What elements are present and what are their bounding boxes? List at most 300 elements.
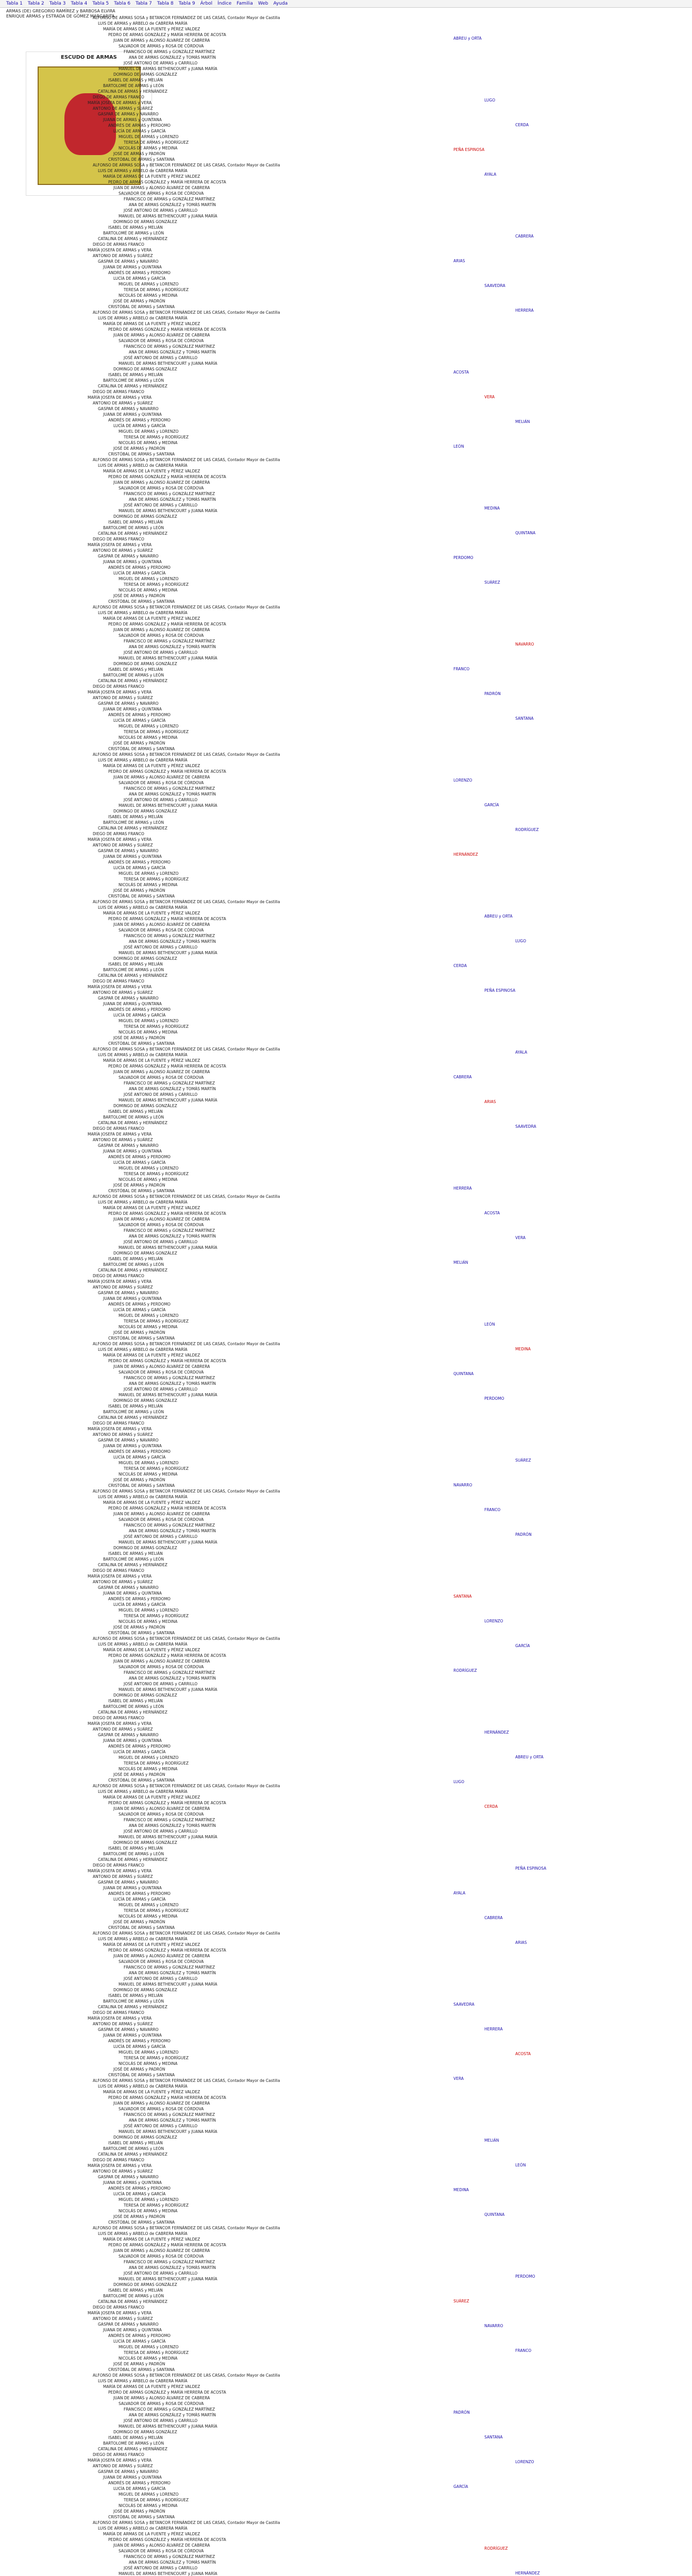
tree-row[interactable]: ISABEL DE ARMAS y MELIÁN bbox=[108, 2141, 163, 2145]
tree-row[interactable]: JOSÉ ANTONIO DE ARMAS y CARRILLO bbox=[124, 2418, 198, 2423]
tree-row[interactable]: NICOLÁS DE ARMAS y MEDINA bbox=[119, 2356, 178, 2361]
side-link[interactable]: NAVARRO bbox=[453, 1483, 472, 1487]
tree-row[interactable]: MARÍA JOSEFA DE ARMAS y VERA bbox=[88, 837, 152, 842]
tree-row[interactable]: ANDRÉS DE ARMAS y PERDOMO bbox=[108, 123, 171, 128]
tree-row[interactable]: MIGUEL DE ARMAS y LORENZO bbox=[119, 1903, 179, 1907]
tree-row[interactable]: JOSÉ ANTONIO DE ARMAS y CARRILLO bbox=[124, 2566, 198, 2570]
tree-row[interactable]: DIEGO DE ARMAS FRANCO bbox=[93, 1274, 144, 1278]
tree-row[interactable]: LUIS DE ARMAS y ARBELO de CABRERA MARÍA bbox=[98, 1937, 188, 1941]
tree-row[interactable]: DIEGO DE ARMAS FRANCO bbox=[93, 537, 144, 541]
side-link[interactable]: QUINTANA bbox=[484, 2212, 505, 2217]
tree-row[interactable]: GASPAR DE ARMAS y NAVARRO bbox=[98, 1143, 159, 1148]
nav-link-4[interactable]: Tabla 5 bbox=[92, 1, 109, 6]
tree-row[interactable]: ALFONSO DE ARMAS SOSA y BETANCOR FERNÁNDEZ DE LAS CASAS, Contador Mayor de Castilla bbox=[93, 310, 280, 315]
tree-row[interactable]: JOSÉ DE ARMAS y PADRÓN bbox=[113, 299, 165, 303]
tree-row[interactable]: BARTOLOMÉ DE ARMAS y LEÓN bbox=[103, 231, 164, 235]
tree-row[interactable]: MARÍA JOSEFA DE ARMAS y VERA bbox=[88, 1721, 152, 1726]
side-link[interactable]: LUGO bbox=[484, 98, 496, 103]
tree-row[interactable]: ISABEL DE ARMAS y MELIÁN bbox=[108, 1551, 163, 1556]
tree-row[interactable]: JOSÉ ANTONIO DE ARMAS y CARRILLO bbox=[124, 1092, 198, 1097]
nav-link-10[interactable]: Índice bbox=[217, 1, 232, 6]
tree-row[interactable]: FRANCISCO DE ARMAS y GONZÁLEZ MARTÍNEZ bbox=[124, 639, 215, 643]
tree-row[interactable]: JOSÉ DE ARMAS y PADRÓN bbox=[113, 1625, 165, 1630]
tree-row[interactable]: DIEGO DE ARMAS FRANCO bbox=[93, 95, 144, 99]
tree-row[interactable]: JUANA DE ARMAS y QUINTANA bbox=[103, 2328, 162, 2332]
tree-row[interactable]: DOMINGO DE ARMAS GONZÁLEZ bbox=[113, 1104, 177, 1108]
tree-row[interactable]: MARÍA DE ARMAS DE LA FUENTE y PÉREZ VALDEZ bbox=[103, 1942, 200, 1947]
tree-row[interactable]: SALVADOR DE ARMAS y ROSA DE CÓRDOVA bbox=[119, 2549, 204, 2553]
tree-row[interactable]: ANTONIO DE ARMAS y SUÁREZ bbox=[93, 990, 153, 995]
tree-row[interactable]: GASPAR DE ARMAS y NAVARRO bbox=[98, 1880, 159, 1885]
tree-row[interactable]: TERESA DE ARMAS y RODRÍGUEZ bbox=[124, 1319, 189, 1324]
nav-link-5[interactable]: Tabla 6 bbox=[114, 1, 131, 6]
tree-row[interactable]: MANUEL DE ARMAS BETHENCOURT y JUANA MARÍA bbox=[119, 2277, 217, 2281]
tree-row[interactable]: TERESA DE ARMAS y RODRÍGUEZ bbox=[124, 1172, 189, 1176]
tree-row[interactable]: ISABEL DE ARMAS y MELIÁN bbox=[108, 2435, 163, 2440]
tree-row[interactable]: MIGUEL DE ARMAS y LORENZO bbox=[119, 871, 179, 876]
tree-row[interactable]: GASPAR DE ARMAS y NAVARRO bbox=[98, 2322, 159, 2327]
tree-row[interactable]: SALVADOR DE ARMAS y ROSA DE CÓRDOVA bbox=[119, 928, 204, 933]
side-link[interactable]: PADRÓN bbox=[484, 691, 501, 696]
tree-row[interactable]: GASPAR DE ARMAS y NAVARRO bbox=[98, 1585, 159, 1590]
side-link[interactable]: CERDA bbox=[453, 963, 467, 968]
side-link[interactable]: GARCÍA bbox=[484, 803, 499, 807]
tree-row[interactable]: LUIS DE ARMAS y ARBELO de CABRERA MARÍA bbox=[98, 758, 188, 762]
tree-row[interactable]: LUCÍA DE ARMAS y GARCÍA bbox=[113, 1160, 166, 1165]
tree-row[interactable]: ISABEL DE ARMAS y MELIÁN bbox=[108, 1699, 163, 1703]
tree-row[interactable]: PEDRO DE ARMAS GONZÁLEZ y MARÍA HERRERA DE ACOSTA bbox=[108, 622, 226, 626]
tree-row[interactable]: ANDRÉS DE ARMAS y PERDOMO bbox=[108, 1007, 171, 1012]
tree-row[interactable]: ANDRÉS DE ARMAS y PERDOMO bbox=[108, 1597, 171, 1601]
tree-row[interactable]: MANUEL DE ARMAS BETHENCOURT y JUANA MARÍA bbox=[119, 214, 217, 218]
tree-row[interactable]: ANTONIO DE ARMAS y SUÁREZ bbox=[93, 843, 153, 848]
side-link[interactable]: ACOSTA bbox=[453, 370, 469, 375]
tree-row[interactable]: TERESA DE ARMAS y RODRÍGUEZ bbox=[124, 730, 189, 734]
tree-row[interactable]: JOSÉ DE ARMAS y PADRÓN bbox=[113, 1772, 165, 1777]
tree-row[interactable]: JUAN DE ARMAS y ALONSO ÁLVAREZ DE CABRERA bbox=[113, 628, 210, 632]
tree-row[interactable]: LUCÍA DE ARMAS y GARCÍA bbox=[113, 718, 166, 723]
tree-row[interactable]: ANA DE ARMAS GONZÁLEZ y TOMÁS MARTÍN bbox=[129, 1823, 216, 1828]
tree-row[interactable]: JOSÉ ANTONIO DE ARMAS y CARRILLO bbox=[124, 945, 198, 950]
tree-row[interactable]: MANUEL DE ARMAS BETHENCOURT y JUANA MARÍA bbox=[119, 656, 217, 660]
tree-row[interactable]: GASPAR DE ARMAS y NAVARRO bbox=[98, 2175, 159, 2179]
tree-row[interactable]: LUCÍA DE ARMAS y GARCÍA bbox=[113, 866, 166, 870]
tree-row[interactable]: DOMINGO DE ARMAS GONZÁLEZ bbox=[113, 956, 177, 961]
tree-row[interactable]: ALFONSO DE ARMAS SOSA y BETANCOR FERNÁNDEZ DE LAS CASAS, Contador Mayor de Castilla bbox=[93, 1342, 280, 1346]
tree-row[interactable]: DOMINGO DE ARMAS GONZÁLEZ bbox=[113, 1546, 177, 1550]
tree-row[interactable]: JUAN DE ARMAS y ALONSO ÁLVAREZ DE CABRERA bbox=[113, 38, 210, 43]
tree-row[interactable]: JOSÉ DE ARMAS y PADRÓN bbox=[113, 1183, 165, 1188]
tree-row[interactable]: FRANCISCO DE ARMAS y GONZÁLEZ MARTÍNEZ bbox=[124, 1818, 215, 1822]
side-link[interactable]: SAAVEDRA bbox=[484, 283, 505, 288]
tree-row[interactable]: NICOLÁS DE ARMAS y MEDINA bbox=[119, 1325, 178, 1329]
tree-row[interactable]: ISABEL DE ARMAS y MELIÁN bbox=[108, 1109, 163, 1114]
tree-row[interactable]: ALFONSO DE ARMAS SOSA y BETANCOR FERNÁNDEZ DE LAS CASAS, Contador Mayor de Castilla bbox=[93, 2373, 280, 2378]
tree-row[interactable]: LUCÍA DE ARMAS y GARCÍA bbox=[113, 1013, 166, 1018]
tree-row[interactable]: MIGUEL DE ARMAS y LORENZO bbox=[119, 1608, 179, 1613]
tree-row[interactable]: JUANA DE ARMAS y QUINTANA bbox=[103, 2475, 162, 2480]
side-link[interactable]: MELIÁN bbox=[453, 1260, 468, 1265]
tree-row[interactable]: MANUEL DE ARMAS BETHENCOURT y JUANA MARÍA bbox=[119, 1098, 217, 1103]
tree-row[interactable]: MIGUEL DE ARMAS y LORENZO bbox=[119, 2492, 179, 2497]
tree-row[interactable]: MARÍA DE ARMAS DE LA FUENTE y PÉREZ VALDEZ bbox=[103, 1353, 200, 1358]
side-link[interactable]: AYALA bbox=[515, 1050, 528, 1055]
tree-row[interactable]: GASPAR DE ARMAS y NAVARRO bbox=[98, 112, 159, 116]
side-link[interactable]: RODRÍGUEZ bbox=[453, 1668, 477, 1673]
tree-row[interactable]: JOSÉ DE ARMAS y PADRÓN bbox=[113, 2362, 165, 2366]
tree-row[interactable]: SALVADOR DE ARMAS y ROSA DE CÓRDOVA bbox=[119, 338, 204, 343]
side-link[interactable]: CABRERA bbox=[515, 234, 534, 239]
tree-row[interactable]: FRANCISCO DE ARMAS y GONZÁLEZ MARTÍNEZ bbox=[124, 49, 215, 54]
tree-row[interactable]: DIEGO DE ARMAS FRANCO bbox=[93, 242, 144, 247]
tree-row[interactable]: MIGUEL DE ARMAS y LORENZO bbox=[119, 134, 179, 139]
tree-row[interactable]: ANDRÉS DE ARMAS y PERDOMO bbox=[108, 270, 171, 275]
tree-row[interactable]: SALVADOR DE ARMAS y ROSA DE CÓRDOVA bbox=[119, 486, 204, 490]
tree-row[interactable]: NICOLÁS DE ARMAS y MEDINA bbox=[119, 293, 178, 298]
side-link[interactable]: LORENZO bbox=[484, 1619, 503, 1623]
tree-row[interactable]: FRANCISCO DE ARMAS y GONZÁLEZ MARTÍNEZ bbox=[124, 2407, 215, 2412]
side-link[interactable]: HERRERA bbox=[453, 1186, 472, 1191]
nav-link-1[interactable]: Tabla 2 bbox=[27, 1, 44, 6]
tree-row[interactable]: FRANCISCO DE ARMAS y GONZÁLEZ MARTÍNEZ bbox=[124, 1523, 215, 1528]
tree-row[interactable]: SALVADOR DE ARMAS y ROSA DE CÓRDOVA bbox=[119, 1812, 204, 1817]
tree-row[interactable]: SALVADOR DE ARMAS y ROSA DE CÓRDOVA bbox=[119, 2401, 204, 2406]
tree-row[interactable]: ANDRÉS DE ARMAS y PERDOMO bbox=[108, 1891, 171, 1896]
tree-row[interactable]: DOMINGO DE ARMAS GONZÁLEZ bbox=[113, 219, 177, 224]
side-link[interactable]: QUINTANA bbox=[515, 531, 536, 535]
tree-row[interactable]: MARÍA DE ARMAS DE LA FUENTE y PÉREZ VALDEZ bbox=[103, 174, 200, 179]
side-link[interactable]: ACOSTA bbox=[515, 2052, 531, 2056]
tree-row[interactable]: CRISTÓBAL DE ARMAS y SANTANA bbox=[108, 1336, 175, 1341]
tree-row[interactable]: MANUEL DE ARMAS BETHENCOURT y JUANA MARÍA bbox=[119, 66, 217, 71]
side-link[interactable]: GARCÍA bbox=[515, 1643, 530, 1648]
nav-link-9[interactable]: Árbol bbox=[200, 1, 213, 6]
side-link[interactable]: SAAVEDRA bbox=[453, 2002, 475, 2007]
tree-row[interactable]: BARTOLOMÉ DE ARMAS y LEÓN bbox=[103, 1557, 164, 1562]
tree-row[interactable]: SALVADOR DE ARMAS y ROSA DE CÓRDOVA bbox=[119, 781, 204, 785]
tree-row[interactable]: CRISTÓBAL DE ARMAS y SANTANA bbox=[108, 2515, 175, 2519]
side-link[interactable]: MELIÁN bbox=[515, 419, 530, 424]
tree-row[interactable]: GASPAR DE ARMAS y NAVARRO bbox=[98, 406, 159, 411]
tree-row[interactable]: DIEGO DE ARMAS FRANCO bbox=[93, 1716, 144, 1720]
tree-row[interactable]: PEDRO DE ARMAS GONZÁLEZ y MARÍA HERRERA DE ACOSTA bbox=[108, 1948, 226, 1953]
tree-row[interactable]: JUAN DE ARMAS y ALONSO ÁLVAREZ DE CABRERA bbox=[113, 775, 210, 779]
tree-row[interactable]: GASPAR DE ARMAS y NAVARRO bbox=[98, 1438, 159, 1443]
tree-row[interactable]: JOSÉ DE ARMAS y PADRÓN bbox=[113, 594, 165, 598]
tree-row[interactable]: FRANCISCO DE ARMAS y GONZÁLEZ MARTÍNEZ bbox=[124, 2554, 215, 2559]
tree-row[interactable]: ANTONIO DE ARMAS y SUÁREZ bbox=[93, 2464, 153, 2468]
side-link[interactable]: LEÓN bbox=[515, 2163, 526, 2167]
tree-row[interactable]: JOSÉ ANTONIO DE ARMAS y CARRILLO bbox=[124, 650, 198, 655]
tree-row[interactable]: CATALINA DE ARMAS y HERNÁNDEZ bbox=[98, 2152, 167, 2157]
side-link[interactable]: CABRERA bbox=[453, 1075, 472, 1079]
tree-row[interactable]: CATALINA DE ARMAS y HERNÁNDEZ bbox=[98, 531, 167, 536]
tree-row[interactable]: JUAN DE ARMAS y ALONSO ÁLVAREZ DE CABRERA bbox=[113, 2543, 210, 2548]
tree-row[interactable]: FRANCISCO DE ARMAS y GONZÁLEZ MARTÍNEZ bbox=[124, 197, 215, 201]
tree-row[interactable]: PEDRO DE ARMAS GONZÁLEZ y MARÍA HERRERA DE ACOSTA bbox=[108, 2537, 226, 2542]
tree-row[interactable]: TERESA DE ARMAS y RODRÍGUEZ bbox=[124, 1908, 189, 1913]
tree-row[interactable]: TERESA DE ARMAS y RODRÍGUEZ bbox=[124, 2056, 189, 2060]
tree-row[interactable]: ALFONSO DE ARMAS SOSA y BETANCOR FERNÁNDEZ DE LAS CASAS, Contador Mayor de Castilla bbox=[93, 163, 280, 167]
tree-row[interactable]: SALVADOR DE ARMAS y ROSA DE CÓRDOVA bbox=[119, 1665, 204, 1669]
tree-row[interactable]: LUIS DE ARMAS y ARBELO de CABRERA MARÍA bbox=[98, 2526, 188, 2531]
tree-row[interactable]: BARTOLOMÉ DE ARMAS y LEÓN bbox=[103, 526, 164, 530]
tree-row[interactable]: CATALINA DE ARMAS y HERNÁNDEZ bbox=[98, 89, 167, 94]
nav-link-2[interactable]: Tabla 3 bbox=[49, 1, 66, 6]
tree-row[interactable]: ANTONIO DE ARMAS y SUÁREZ bbox=[93, 1727, 153, 1732]
tree-row[interactable]: LUIS DE ARMAS y ARBELO de CABRERA MARÍA bbox=[98, 316, 188, 320]
side-link[interactable]: PEÑA ESPINOSA bbox=[453, 147, 485, 152]
tree-row[interactable]: DOMINGO DE ARMAS GONZÁLEZ bbox=[113, 662, 177, 666]
tree-row[interactable]: JOSÉ DE ARMAS y PADRÓN bbox=[113, 1036, 165, 1040]
tree-row[interactable]: MARÍA DE ARMAS DE LA FUENTE y PÉREZ VALDEZ bbox=[103, 1500, 200, 1505]
tree-row[interactable]: MARÍA DE ARMAS DE LA FUENTE y PÉREZ VALDEZ bbox=[103, 469, 200, 473]
tree-row[interactable]: JOSÉ ANTONIO DE ARMAS y CARRILLO bbox=[124, 355, 198, 360]
side-link[interactable]: ARIAS bbox=[453, 259, 465, 263]
tree-row[interactable]: ALFONSO DE ARMAS SOSA y BETANCOR FERNÁNDEZ DE LAS CASAS, Contador Mayor de Castilla bbox=[93, 1784, 280, 1788]
tree-row[interactable]: LUIS DE ARMAS y ARBELO de CABRERA MARÍA bbox=[98, 905, 188, 910]
tree-row[interactable]: MANUEL DE ARMAS BETHENCOURT y JUANA MARÍA bbox=[119, 2571, 217, 2576]
side-link[interactable]: MEDINA bbox=[484, 506, 500, 511]
tree-row[interactable]: JOSÉ ANTONIO DE ARMAS y CARRILLO bbox=[124, 2124, 198, 2128]
tree-row[interactable]: BARTOLOMÉ DE ARMAS y LEÓN bbox=[103, 1704, 164, 1709]
tree-row[interactable]: JUANA DE ARMAS y QUINTANA bbox=[103, 1886, 162, 1890]
tree-row[interactable]: ANA DE ARMAS GONZÁLEZ y TOMÁS MARTÍN bbox=[129, 202, 216, 207]
tree-row[interactable]: MARÍA JOSEFA DE ARMAS y VERA bbox=[88, 543, 152, 547]
tree-row[interactable]: MARÍA DE ARMAS DE LA FUENTE y PÉREZ VALDEZ bbox=[103, 616, 200, 621]
tree-row[interactable]: FRANCISCO DE ARMAS y GONZÁLEZ MARTÍNEZ bbox=[124, 934, 215, 938]
tree-row[interactable]: ANA DE ARMAS GONZÁLEZ y TOMÁS MARTÍN bbox=[129, 2413, 216, 2417]
tree-row[interactable]: LUCÍA DE ARMAS y GARCÍA bbox=[113, 1750, 166, 1754]
tree-row[interactable]: JUANA DE ARMAS y QUINTANA bbox=[103, 412, 162, 417]
side-link[interactable]: LEÓN bbox=[484, 1322, 495, 1327]
tree-row[interactable]: LUIS DE ARMAS y ARBELO de CABRERA MARÍA bbox=[98, 1495, 188, 1499]
tree-row[interactable]: MIGUEL DE ARMAS y LORENZO bbox=[119, 1461, 179, 1465]
tree-row[interactable]: JUAN DE ARMAS y ALONSO ÁLVAREZ DE CABRERA bbox=[113, 185, 210, 190]
tree-row[interactable]: ISABEL DE ARMAS y MELIÁN bbox=[108, 1846, 163, 1851]
tree-row[interactable]: NICOLÁS DE ARMAS y MEDINA bbox=[119, 588, 178, 592]
side-link[interactable]: ABREU y ORTA bbox=[515, 1755, 544, 1759]
tree-row[interactable]: JOSÉ ANTONIO DE ARMAS y CARRILLO bbox=[124, 2271, 198, 2276]
tree-row[interactable]: TERESA DE ARMAS y RODRÍGUEZ bbox=[124, 1466, 189, 1471]
side-link[interactable]: QUINTANA bbox=[453, 1371, 474, 1376]
tree-row[interactable]: FRANCISCO DE ARMAS y GONZÁLEZ MARTÍNEZ bbox=[124, 786, 215, 791]
tree-row[interactable]: JOSÉ DE ARMAS y PADRÓN bbox=[113, 2509, 165, 2514]
tree-row[interactable]: CRISTÓBAL DE ARMAS y SANTANA bbox=[108, 894, 175, 899]
tree-row[interactable]: CRISTÓBAL DE ARMAS y SANTANA bbox=[108, 1041, 175, 1046]
tree-row[interactable]: BARTOLOMÉ DE ARMAS y LEÓN bbox=[103, 378, 164, 383]
tree-row[interactable]: CRISTÓBAL DE ARMAS y SANTANA bbox=[108, 1189, 175, 1193]
tree-row[interactable]: JOSÉ ANTONIO DE ARMAS y CARRILLO bbox=[124, 61, 198, 65]
tree-row[interactable]: NICOLÁS DE ARMAS y MEDINA bbox=[119, 2209, 178, 2213]
tree-row[interactable]: ISABEL DE ARMAS y MELIÁN bbox=[108, 1993, 163, 1998]
tree-row[interactable]: DOMINGO DE ARMAS GONZÁLEZ bbox=[113, 2135, 177, 2140]
tree-row[interactable]: MANUEL DE ARMAS BETHENCOURT y JUANA MARÍA bbox=[119, 361, 217, 366]
tree-row[interactable]: LUCÍA DE ARMAS y GARCÍA bbox=[113, 1602, 166, 1607]
side-link[interactable]: LORENZO bbox=[453, 778, 472, 783]
side-link[interactable]: AYALA bbox=[484, 172, 497, 177]
tree-row[interactable]: CRISTÓBAL DE ARMAS y SANTANA bbox=[108, 2367, 175, 2372]
tree-row[interactable]: TERESA DE ARMAS y RODRÍGUEZ bbox=[124, 2498, 189, 2502]
tree-row[interactable]: ANA DE ARMAS GONZÁLEZ y TOMÁS MARTÍN bbox=[129, 1381, 216, 1386]
tree-row[interactable]: GASPAR DE ARMAS y NAVARRO bbox=[98, 1733, 159, 1737]
tree-row[interactable]: CRISTÓBAL DE ARMAS y SANTANA bbox=[108, 1778, 175, 1783]
tree-row[interactable]: CATALINA DE ARMAS y HERNÁNDEZ bbox=[98, 679, 167, 683]
tree-row[interactable]: ANTONIO DE ARMAS y SUÁREZ bbox=[93, 106, 153, 111]
tree-row[interactable]: FRANCISCO DE ARMAS y GONZÁLEZ MARTÍNEZ bbox=[124, 1670, 215, 1675]
tree-row[interactable]: LUIS DE ARMAS y ARBELO de CABRERA MARÍA bbox=[98, 168, 188, 173]
tree-row[interactable]: LUCÍA DE ARMAS y GARCÍA bbox=[113, 2044, 166, 2049]
tree-row[interactable]: ANDRÉS DE ARMAS y PERDOMO bbox=[108, 1449, 171, 1454]
side-link[interactable]: HERNÁNDEZ bbox=[453, 852, 478, 857]
tree-row[interactable]: CATALINA DE ARMAS y HERNÁNDEZ bbox=[98, 826, 167, 831]
tree-row[interactable]: JOSÉ DE ARMAS y PADRÓN bbox=[113, 151, 165, 156]
tree-row[interactable]: LUIS DE ARMAS y ARBELO de CABRERA MARÍA bbox=[98, 1642, 188, 1647]
tree-row[interactable]: LUIS DE ARMAS y ARBELO de CABRERA MARÍA bbox=[98, 2379, 188, 2383]
side-link[interactable]: PEÑA ESPINOSA bbox=[515, 1866, 547, 1871]
tree-row[interactable]: ANTONIO DE ARMAS y SUÁREZ bbox=[93, 253, 153, 258]
side-link[interactable]: MEDINA bbox=[453, 2188, 469, 2192]
tree-row[interactable]: ANTONIO DE ARMAS y SUÁREZ bbox=[93, 1432, 153, 1437]
side-link[interactable]: LUGO bbox=[453, 1780, 465, 1784]
tree-row[interactable]: JUAN DE ARMAS y ALONSO ÁLVAREZ DE CABRERA bbox=[113, 333, 210, 337]
tree-row[interactable]: ANA DE ARMAS GONZÁLEZ y TOMÁS MARTÍN bbox=[129, 1676, 216, 1681]
tree-row[interactable]: FRANCISCO DE ARMAS y GONZÁLEZ MARTÍNEZ bbox=[124, 1965, 215, 1970]
tree-row[interactable]: MANUEL DE ARMAS BETHENCOURT y JUANA MARÍA bbox=[119, 1245, 217, 1250]
tree-row[interactable]: JUANA DE ARMAS y QUINTANA bbox=[103, 560, 162, 564]
tree-row[interactable]: ANDRÉS DE ARMAS y PERDOMO bbox=[108, 1155, 171, 1159]
tree-row[interactable]: LUCÍA DE ARMAS y GARCÍA bbox=[113, 1897, 166, 1902]
tree-row[interactable]: ANA DE ARMAS GONZÁLEZ y TOMÁS MARTÍN bbox=[129, 939, 216, 944]
side-link[interactable]: PADRÓN bbox=[515, 1532, 532, 1537]
tree-row[interactable]: CRISTÓBAL DE ARMAS y SANTANA bbox=[108, 2073, 175, 2077]
side-link[interactable]: SANTANA bbox=[515, 716, 534, 721]
tree-row[interactable]: MARÍA DE ARMAS DE LA FUENTE y PÉREZ VALDEZ bbox=[103, 1058, 200, 1063]
side-link[interactable]: CABRERA bbox=[484, 1916, 503, 1920]
nav-link-7[interactable]: Tabla 8 bbox=[157, 1, 174, 6]
tree-row[interactable]: JUANA DE ARMAS y QUINTANA bbox=[103, 1296, 162, 1301]
tree-row[interactable]: MARÍA JOSEFA DE ARMAS y VERA bbox=[88, 1279, 152, 1284]
tree-row[interactable]: JUAN DE ARMAS y ALONSO ÁLVAREZ DE CABRERA bbox=[113, 2101, 210, 2106]
side-link[interactable]: HERNÁNDEZ bbox=[515, 2571, 540, 2575]
tree-row[interactable]: JUAN DE ARMAS y ALONSO ÁLVAREZ DE CABRERA bbox=[113, 1806, 210, 1811]
tree-row[interactable]: JOSÉ DE ARMAS y PADRÓN bbox=[113, 446, 165, 451]
tree-row[interactable]: ALFONSO DE ARMAS SOSA y BETANCOR FERNÁNDEZ DE LAS CASAS, Contador Mayor de Castilla bbox=[93, 1636, 280, 1641]
tree-row[interactable]: GASPAR DE ARMAS y NAVARRO bbox=[98, 2027, 159, 2032]
tree-row[interactable]: ANTONIO DE ARMAS y SUÁREZ bbox=[93, 1285, 153, 1290]
tree-row[interactable]: DOMINGO DE ARMAS GONZÁLEZ bbox=[113, 367, 177, 371]
tree-row[interactable]: MARÍA DE ARMAS DE LA FUENTE y PÉREZ VALDEZ bbox=[103, 1648, 200, 1652]
tree-row[interactable]: MIGUEL DE ARMAS y LORENZO bbox=[119, 1019, 179, 1023]
tree-row[interactable]: DIEGO DE ARMAS FRANCO bbox=[93, 389, 144, 394]
tree-row[interactable]: MIGUEL DE ARMAS y LORENZO bbox=[119, 282, 179, 286]
tree-row[interactable]: ANDRÉS DE ARMAS y PERDOMO bbox=[108, 860, 171, 865]
tree-row[interactable]: MIGUEL DE ARMAS y LORENZO bbox=[119, 724, 179, 728]
tree-row[interactable]: CRISTÓBAL DE ARMAS y SANTANA bbox=[108, 1483, 175, 1488]
tree-row[interactable]: ISABEL DE ARMAS y MELIÁN bbox=[108, 1257, 163, 1261]
tree-row[interactable]: ANA DE ARMAS GONZÁLEZ y TOMÁS MARTÍN bbox=[129, 55, 216, 60]
tree-row[interactable]: MARÍA DE ARMAS DE LA FUENTE y PÉREZ VALDEZ bbox=[103, 27, 200, 31]
tree-row[interactable]: BARTOLOMÉ DE ARMAS y LEÓN bbox=[103, 820, 164, 825]
tree-row[interactable]: LUCÍA DE ARMAS y GARCÍA bbox=[113, 423, 166, 428]
tree-row[interactable]: BARTOLOMÉ DE ARMAS y LEÓN bbox=[103, 2294, 164, 2298]
tree-row[interactable]: LUIS DE ARMAS y ARBELO de CABRERA MARÍA bbox=[98, 1053, 188, 1057]
tree-row[interactable]: CATALINA DE ARMAS y HERNÁNDEZ bbox=[98, 1268, 167, 1273]
tree-row[interactable]: LUIS DE ARMAS y ARBELO de CABRERA MARÍA bbox=[98, 1200, 188, 1205]
tree-row[interactable]: NICOLÁS DE ARMAS y MEDINA bbox=[119, 2503, 178, 2508]
side-link[interactable]: PERDOMO bbox=[453, 555, 474, 560]
tree-row[interactable]: ANA DE ARMAS GONZÁLEZ y TOMÁS MARTÍN bbox=[129, 792, 216, 796]
side-link[interactable]: LEÓN bbox=[453, 444, 464, 449]
tree-row[interactable]: LUCÍA DE ARMAS y GARCÍA bbox=[113, 571, 166, 575]
side-link[interactable]: PERDOMO bbox=[515, 2274, 535, 2279]
tree-row[interactable]: TERESA DE ARMAS y RODRÍGUEZ bbox=[124, 1614, 189, 1618]
side-link[interactable]: MEDINA bbox=[515, 1347, 531, 1351]
tree-row[interactable]: NICOLÁS DE ARMAS y MEDINA bbox=[119, 1914, 178, 1919]
side-link[interactable]: LORENZO bbox=[515, 2460, 534, 2464]
tree-row[interactable]: MARÍA JOSEFA DE ARMAS y VERA bbox=[88, 395, 152, 400]
side-link[interactable]: SANTANA bbox=[453, 1594, 472, 1599]
side-link[interactable]: SUÁREZ bbox=[515, 1458, 531, 1463]
tree-row[interactable]: MARÍA JOSEFA DE ARMAS y VERA bbox=[88, 1574, 152, 1579]
tree-row[interactable]: LUCÍA DE ARMAS y GARCÍA bbox=[113, 2339, 166, 2344]
tree-row[interactable]: LUCÍA DE ARMAS y GARCÍA bbox=[113, 129, 166, 133]
side-link[interactable]: CERDA bbox=[515, 123, 529, 127]
tree-row[interactable]: FRANCISCO DE ARMAS y GONZÁLEZ MARTÍNEZ bbox=[124, 1081, 215, 1086]
tree-row[interactable]: DOMINGO DE ARMAS GONZÁLEZ bbox=[113, 1988, 177, 1992]
tree-row[interactable]: BARTOLOMÉ DE ARMAS y LEÓN bbox=[103, 83, 164, 88]
tree-row[interactable]: DIEGO DE ARMAS FRANCO bbox=[93, 1421, 144, 1426]
tree-row[interactable]: LUIS DE ARMAS y ARBELO de CABRERA MARÍA bbox=[98, 2231, 188, 2236]
tree-row[interactable]: CATALINA DE ARMAS y HERNÁNDEZ bbox=[98, 2299, 167, 2304]
tree-row[interactable]: GASPAR DE ARMAS y NAVARRO bbox=[98, 2469, 159, 2474]
tree-row[interactable]: MARÍA DE ARMAS DE LA FUENTE y PÉREZ VALDEZ bbox=[103, 2237, 200, 2242]
side-link[interactable]: NAVARRO bbox=[484, 2324, 503, 2328]
side-link[interactable]: PEÑA ESPINOSA bbox=[484, 988, 516, 993]
tree-row[interactable]: MANUEL DE ARMAS BETHENCOURT y JUANA MARÍA bbox=[119, 951, 217, 955]
tree-row[interactable]: SALVADOR DE ARMAS y ROSA DE CÓRDOVA bbox=[119, 191, 204, 196]
tree-row[interactable]: ANDRÉS DE ARMAS y PERDOMO bbox=[108, 2039, 171, 2043]
tree-row[interactable]: MIGUEL DE ARMAS y LORENZO bbox=[119, 577, 179, 581]
tree-row[interactable]: FRANCISCO DE ARMAS y GONZÁLEZ MARTÍNEZ bbox=[124, 1376, 215, 1380]
tree-row[interactable]: CATALINA DE ARMAS y HERNÁNDEZ bbox=[98, 2447, 167, 2451]
tree-row[interactable]: LUIS DE ARMAS y ARBELO de CABRERA MARÍA bbox=[98, 21, 188, 26]
tree-row[interactable]: ALFONSO DE ARMAS SOSA y BETANCOR FERNÁNDEZ DE LAS CASAS, Contador Mayor de Castilla bbox=[93, 2520, 280, 2525]
tree-row[interactable]: JUANA DE ARMAS y QUINTANA bbox=[103, 1444, 162, 1448]
tree-row[interactable]: MARÍA DE ARMAS DE LA FUENTE y PÉREZ VALDEZ bbox=[103, 911, 200, 916]
tree-row[interactable]: DOMINGO DE ARMAS GONZÁLEZ bbox=[113, 1251, 177, 1256]
tree-row[interactable]: LUIS DE ARMAS y ARBELO de CABRERA MARÍA bbox=[98, 463, 188, 468]
tree-row[interactable]: CRISTÓBAL DE ARMAS y SANTANA bbox=[108, 2220, 175, 2225]
tree-row[interactable]: BARTOLOMÉ DE ARMAS y LEÓN bbox=[103, 1410, 164, 1414]
tree-row[interactable]: LUIS DE ARMAS y ARBELO de CABRERA MARÍA bbox=[98, 611, 188, 615]
tree-row[interactable]: NICOLÁS DE ARMAS y MEDINA bbox=[119, 2061, 178, 2066]
tree-row[interactable]: LUCÍA DE ARMAS y GARCÍA bbox=[113, 1455, 166, 1460]
side-link[interactable]: HERRERA bbox=[515, 308, 534, 313]
tree-row[interactable]: JUANA DE ARMAS y QUINTANA bbox=[103, 2180, 162, 2185]
tree-row[interactable]: JOSÉ DE ARMAS y PADRÓN bbox=[113, 1478, 165, 1482]
tree-row[interactable]: PEDRO DE ARMAS GONZÁLEZ y MARÍA HERRERA DE ACOSTA bbox=[108, 917, 226, 921]
tree-row[interactable]: ANDRÉS DE ARMAS y PERDOMO bbox=[108, 2186, 171, 2191]
side-link[interactable]: SANTANA bbox=[484, 2435, 503, 2439]
tree-row[interactable]: CATALINA DE ARMAS y HERNÁNDEZ bbox=[98, 236, 167, 241]
tree-row[interactable]: LUCÍA DE ARMAS y GARCÍA bbox=[113, 276, 166, 281]
tree-row[interactable]: ISABEL DE ARMAS y MELIÁN bbox=[108, 225, 163, 230]
tree-row[interactable]: MANUEL DE ARMAS BETHENCOURT y JUANA MARÍA bbox=[119, 1982, 217, 1987]
side-link[interactable]: ARIAS bbox=[515, 1940, 527, 1945]
tree-row[interactable]: LUCÍA DE ARMAS y GARCÍA bbox=[113, 1308, 166, 1312]
tree-row[interactable]: DIEGO DE ARMAS FRANCO bbox=[93, 832, 144, 836]
